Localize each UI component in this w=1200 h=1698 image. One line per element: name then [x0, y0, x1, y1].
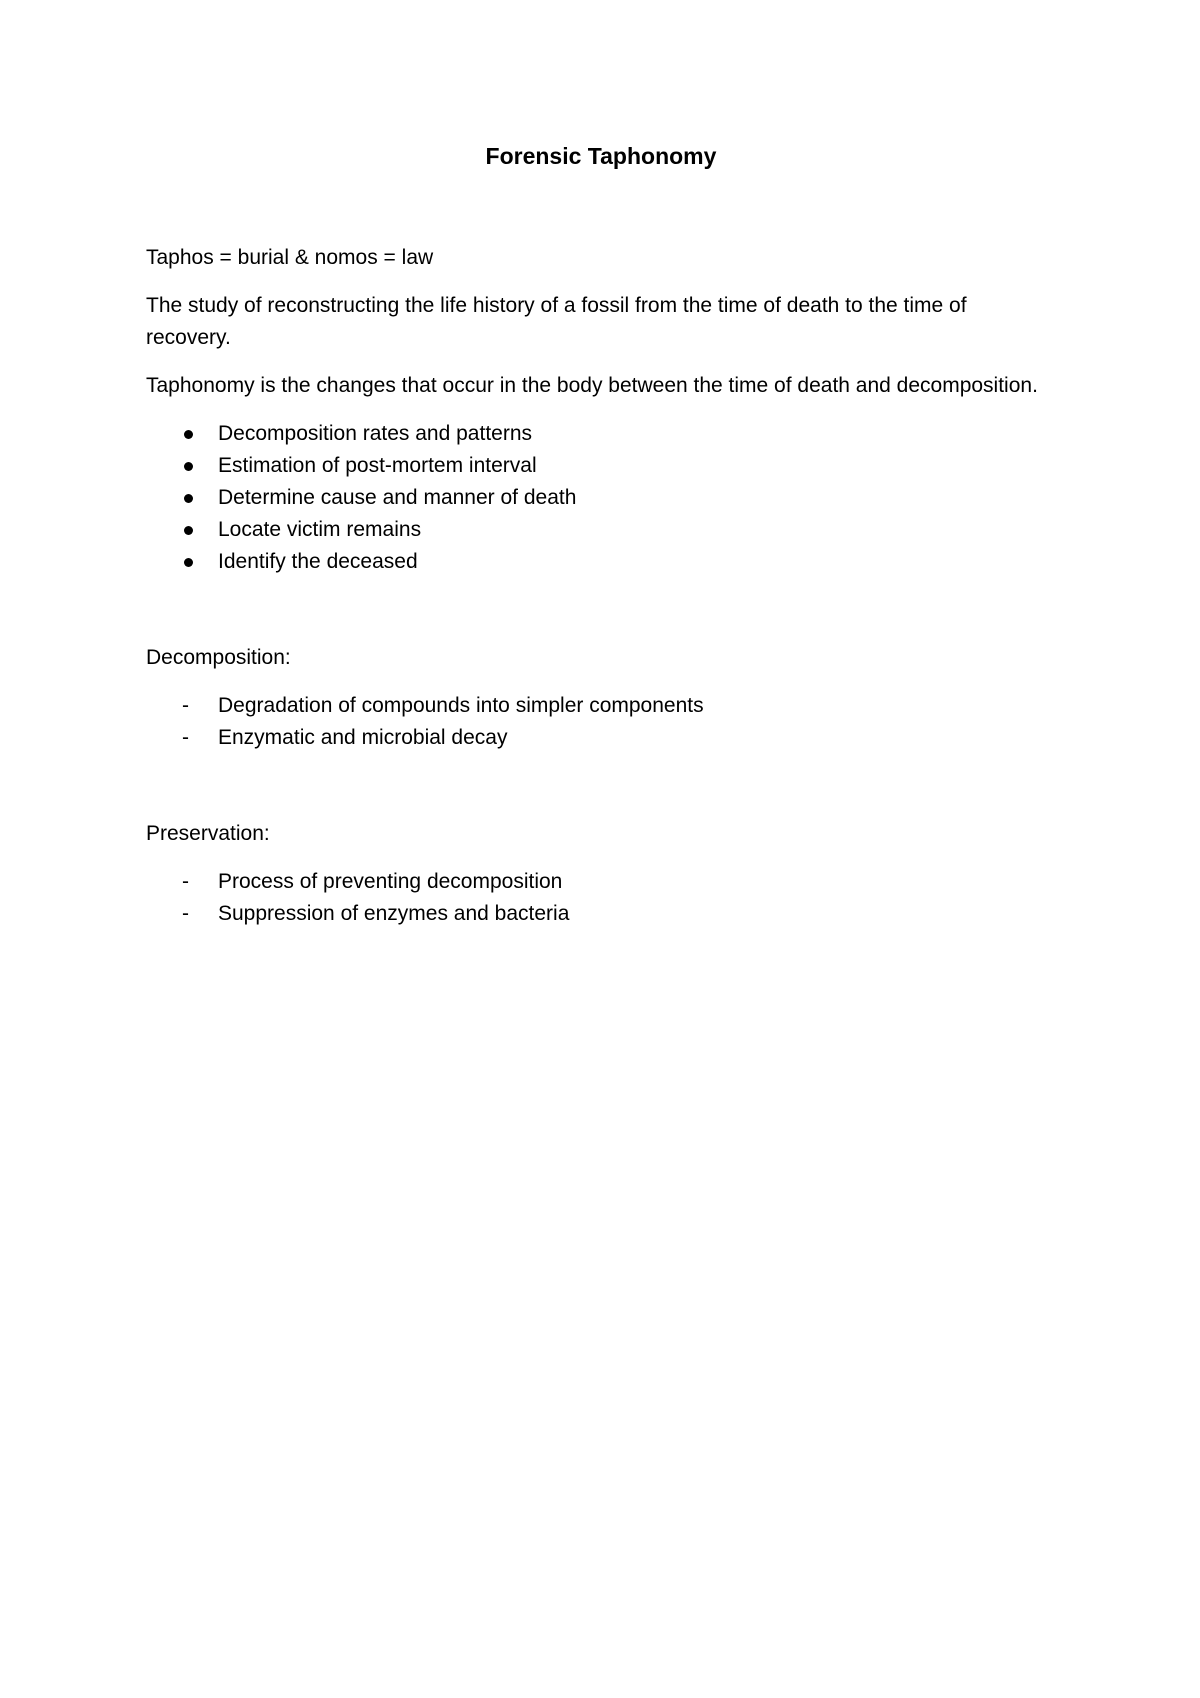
list-item-text: Estimation of post-mortem interval	[218, 454, 537, 477]
definition-paragraph: The study of reconstructing the life history of a fossil from the time of death to the time of recovery.	[146, 294, 967, 349]
list-item-text: Determine cause and manner of death	[218, 486, 577, 509]
document-content	[146, 140, 1056, 946]
decomposition-dash-list	[146, 690, 1056, 754]
list-item	[146, 514, 1056, 546]
list-item-text: Enzymatic and microbial decay	[218, 726, 508, 749]
list-item-text: Degradation of compounds into simpler components	[218, 694, 704, 717]
list-item	[146, 866, 1056, 898]
list-item	[146, 898, 1056, 930]
list-item	[146, 546, 1056, 578]
changes-paragraph: Taphonomy is the changes that occur in the body between the time of death and decomposition.	[146, 374, 1038, 397]
list-item	[146, 722, 1056, 754]
bullet-icon	[184, 558, 193, 567]
list-item	[146, 690, 1056, 722]
dash-marker: -	[182, 726, 189, 749]
section-spacer	[146, 770, 1056, 818]
dash-marker: -	[182, 694, 189, 717]
preservation-heading: Preservation:	[146, 822, 270, 845]
list-item-text: Suppression of enzymes and bacteria	[218, 902, 570, 925]
preservation-dash-list	[146, 866, 1056, 930]
list-item	[146, 482, 1056, 514]
purpose-bullet-list	[146, 418, 1056, 578]
etymology-paragraph: Taphos = burial & nomos = law	[146, 246, 434, 269]
list-item-text: Decomposition rates and patterns	[218, 422, 533, 445]
bullet-icon	[184, 430, 193, 439]
section-spacer	[146, 594, 1056, 642]
list-item-text: Process of preventing decomposition	[218, 870, 563, 893]
list-item	[146, 450, 1056, 482]
decomposition-heading: Decomposition:	[146, 646, 291, 669]
dash-marker: -	[182, 870, 189, 893]
bullet-icon	[184, 526, 193, 535]
list-item	[146, 418, 1056, 450]
bullet-icon	[184, 462, 193, 471]
dash-marker: -	[182, 902, 189, 925]
bullet-icon	[184, 494, 193, 503]
list-item-text: Locate victim remains	[218, 518, 422, 541]
list-item-text: Identify the deceased	[218, 550, 418, 573]
document-title: Forensic Taphonomy	[485, 143, 717, 169]
